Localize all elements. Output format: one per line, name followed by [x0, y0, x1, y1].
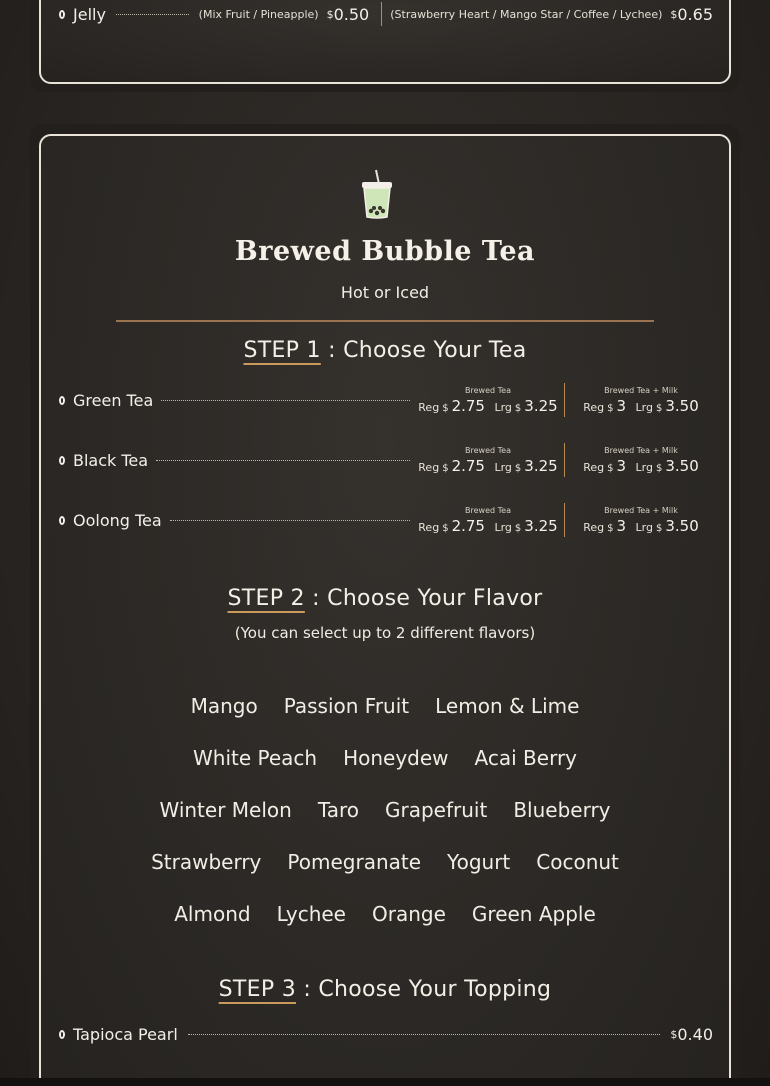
step-number: STEP 2	[227, 586, 305, 611]
step-text: : Choose Your Flavor	[304, 586, 543, 611]
dot-leader	[170, 520, 410, 521]
section-title: Brewed Bubble Tea	[234, 236, 536, 267]
bullet-icon	[59, 1030, 65, 1039]
topping-row-tapioca	[59, 1022, 713, 1046]
flavor-row	[80, 732, 690, 784]
flavor-row	[80, 784, 690, 836]
title-divider	[116, 320, 654, 322]
divider	[564, 443, 565, 477]
flavor-item: Honeydew	[343, 746, 449, 770]
flavor-item: Coconut	[536, 850, 619, 874]
brewed-tea-prices: Brewed Tea Reg $ 2.75 Lrg $ 3.25	[418, 505, 558, 535]
step-number: STEP 3	[218, 977, 297, 1002]
flavor-row	[80, 836, 690, 888]
flavor-item: White Peach	[193, 746, 318, 770]
step3-heading	[0, 977, 770, 1002]
tea-row-green	[59, 380, 711, 420]
step2-note: (You can select up to 2 different flavors)	[234, 624, 536, 642]
section-subtitle: Hot or Iced	[340, 283, 430, 302]
menu-row-jelly	[59, 3, 713, 25]
step-text: : Choose Your Topping	[296, 977, 552, 1002]
tea-name: Black Tea	[73, 450, 149, 470]
flavor-item: Pomegranate	[287, 850, 422, 874]
flavor-item: Grapefruit	[385, 798, 488, 822]
bottom-bar	[0, 1078, 770, 1086]
flavor-item: Winter Melon	[159, 798, 292, 822]
divider	[381, 2, 382, 26]
item-note: (Strawberry Heart / Mango Star / Coffee / Lychee)	[390, 7, 663, 21]
divider	[564, 383, 565, 417]
topping-name: Tapioca Pearl	[73, 1024, 178, 1044]
divider	[564, 503, 565, 537]
flavor-row	[80, 888, 690, 940]
flavor-item: Almond	[174, 902, 251, 926]
brewed-tea-milk-prices: Brewed Tea + Milk Reg $ 3 Lrg $ 3.50	[583, 445, 699, 475]
tea-name: Oolong Tea	[73, 510, 162, 530]
flavor-item: Green Apple	[471, 902, 596, 926]
flavor-item: Passion Fruit	[283, 694, 410, 718]
bullet-icon	[59, 396, 65, 405]
dot-leader	[156, 460, 410, 461]
flavor-row	[80, 680, 690, 732]
flavor-item: Lychee	[276, 902, 346, 926]
price: $0.40	[670, 1024, 713, 1044]
step-text: : Choose Your Tea	[320, 338, 527, 363]
brewed-tea-milk-prices: Brewed Tea + Milk Reg $ 3 Lrg $ 3.50	[583, 385, 699, 415]
price: $0.50	[326, 4, 370, 24]
price: $0.65	[670, 4, 713, 24]
flavor-item: Blueberry	[513, 798, 611, 822]
item-name: Jelly	[73, 4, 106, 24]
flavor-item: Yogurt	[447, 850, 511, 874]
flavor-item: Orange	[372, 902, 446, 926]
step2-heading	[0, 586, 770, 611]
dot-leader	[161, 400, 410, 401]
flavor-item: Mango	[190, 694, 258, 718]
flavor-item: Taro	[317, 798, 359, 822]
flavor-list	[80, 680, 690, 940]
tea-name: Green Tea	[73, 390, 154, 410]
bullet-icon	[59, 456, 65, 465]
dot-leader	[116, 14, 189, 15]
flavor-item: Strawberry	[151, 850, 262, 874]
step-number: STEP 1	[243, 338, 321, 363]
item-note: (Mix Fruit / Pineapple)	[198, 7, 319, 21]
bubble-tea-cup-icon	[360, 168, 394, 220]
brewed-tea-prices: Brewed Tea Reg $ 2.75 Lrg $ 3.25	[418, 445, 558, 475]
bullet-icon	[59, 10, 65, 19]
step1-heading	[0, 338, 770, 363]
flavor-item: Lemon & Lime	[435, 694, 580, 718]
tea-row-oolong	[59, 500, 711, 540]
dot-leader	[188, 1034, 661, 1035]
tea-row-black	[59, 440, 711, 480]
bullet-icon	[59, 516, 65, 525]
brewed-tea-prices: Brewed Tea Reg $ 2.75 Lrg $ 3.25	[418, 385, 558, 415]
brewed-tea-milk-prices: Brewed Tea + Milk Reg $ 3 Lrg $ 3.50	[583, 505, 699, 535]
flavor-item: Acai Berry	[474, 746, 577, 770]
